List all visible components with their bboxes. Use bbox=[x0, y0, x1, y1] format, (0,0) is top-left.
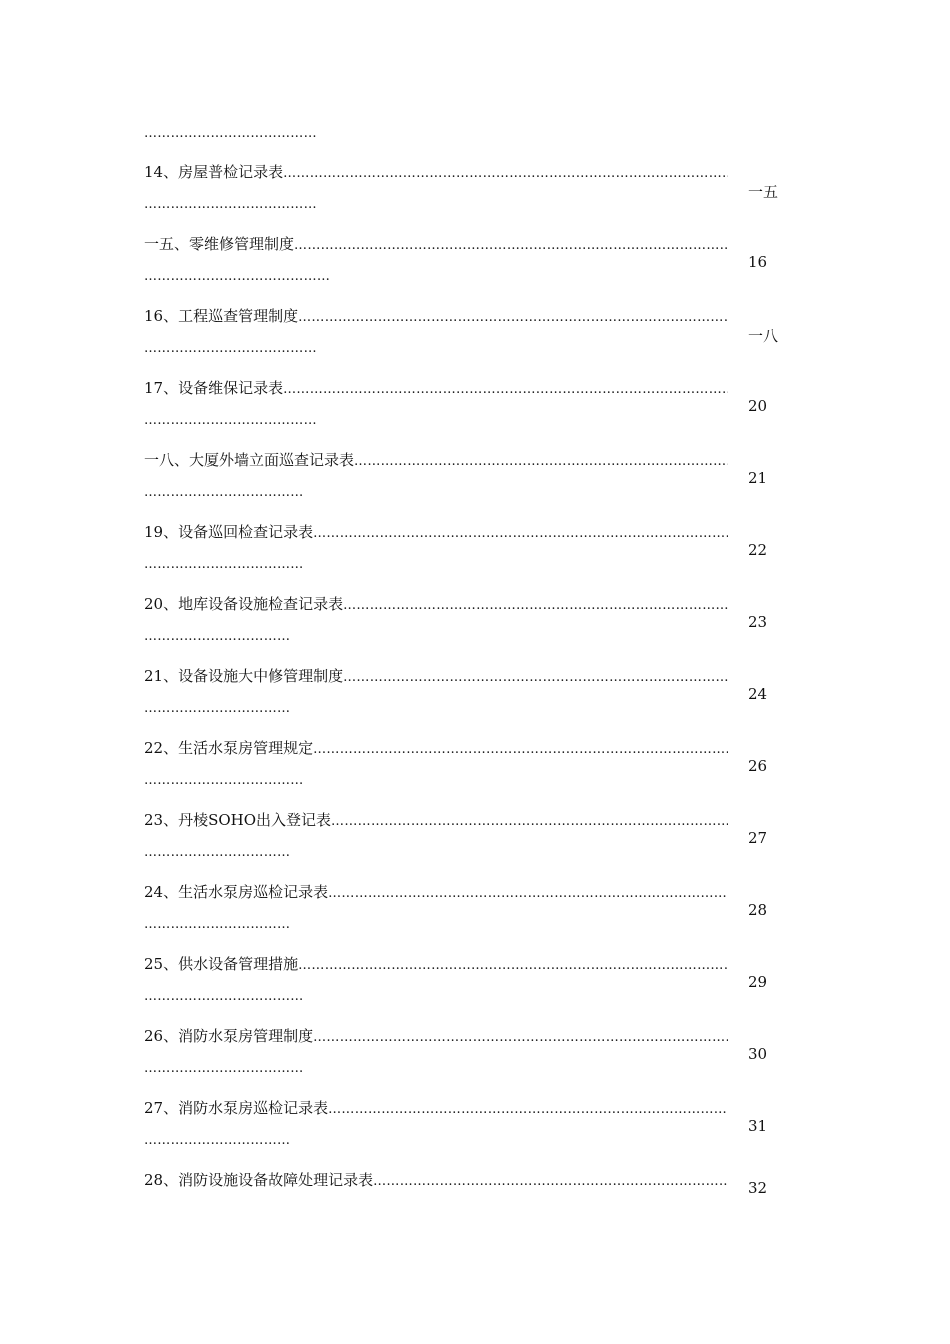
table-of-contents bbox=[144, 157, 804, 1237]
toc-entry bbox=[144, 445, 804, 517]
toc-entry-title: 16、工程巡查管理制度 bbox=[144, 307, 299, 325]
toc-entry-title: 26、消防水泵房管理制度 bbox=[144, 1027, 314, 1045]
toc-dot-leader bbox=[331, 814, 728, 829]
toc-page-number: 21 bbox=[748, 469, 768, 487]
toc-dot-leader bbox=[328, 886, 728, 901]
toc-dot-leader bbox=[373, 1174, 728, 1189]
toc-entry-line bbox=[144, 449, 728, 470]
toc-entry-line bbox=[144, 809, 728, 830]
toc-entry-title: 14、房屋普检记录表 bbox=[144, 163, 284, 181]
toc-page-number: 一五 bbox=[748, 183, 779, 201]
toc-entry-line bbox=[144, 521, 728, 542]
toc-entry bbox=[144, 733, 804, 805]
toc-page-number: 29 bbox=[748, 973, 768, 991]
toc-dot-leader-wrap: ……………………………… bbox=[144, 773, 304, 788]
toc-entry-title: 一五、零维修管理制度 bbox=[144, 235, 295, 253]
toc-page-number: 一八 bbox=[748, 327, 779, 345]
toc-dot-leader-wrap: ……………………………… bbox=[144, 485, 304, 500]
toc-entry bbox=[144, 301, 804, 373]
toc-entry-title: 24、生活水泵房巡检记录表 bbox=[144, 883, 329, 901]
toc-entry-line bbox=[144, 1097, 728, 1118]
toc-dot-leader bbox=[294, 238, 728, 253]
toc-dot-leader bbox=[328, 1102, 728, 1117]
toc-page-number: 27 bbox=[748, 829, 768, 847]
toc-dot-leader bbox=[313, 1030, 728, 1045]
toc-entry bbox=[144, 1093, 804, 1165]
toc-entry bbox=[144, 229, 804, 301]
toc-dot-leader-wrap: ……………………………… bbox=[144, 989, 304, 1004]
toc-entry-title: 19、设备巡回检查记录表 bbox=[144, 523, 314, 541]
toc-page-number: 20 bbox=[748, 397, 768, 415]
toc-entry-line bbox=[144, 1169, 728, 1190]
toc-entry-line bbox=[144, 665, 728, 686]
toc-page-number: 16 bbox=[748, 253, 768, 271]
toc-entry-title: 22、生活水泵房管理规定 bbox=[144, 739, 314, 757]
toc-dot-leader-wrap: …………………………… bbox=[144, 1133, 291, 1148]
toc-dot-leader bbox=[298, 310, 728, 325]
toc-entry bbox=[144, 661, 804, 733]
toc-dot-leader bbox=[298, 958, 728, 973]
toc-entry-line bbox=[144, 377, 728, 398]
toc-page-number: 22 bbox=[748, 541, 768, 559]
toc-dot-leader-wrap: ……………………………… bbox=[144, 1061, 304, 1076]
toc-entry bbox=[144, 517, 804, 589]
toc-dot-leader-wrap: ………………………………… bbox=[144, 197, 317, 212]
toc-dot-leader-wrap: ………………………………… bbox=[144, 413, 317, 428]
toc-dot-leader-wrap: ……………………………… bbox=[144, 557, 304, 572]
toc-leader-continuation: ………………………………… bbox=[144, 126, 317, 141]
toc-entry bbox=[144, 1021, 804, 1093]
toc-entry-title: 27、消防水泵房巡检记录表 bbox=[144, 1099, 329, 1117]
toc-dot-leader bbox=[283, 166, 728, 181]
toc-page-number: 30 bbox=[748, 1045, 768, 1063]
toc-entry-title: 23、丹棱SOHO出入登记表 bbox=[144, 811, 332, 829]
toc-entry-title: 21、设备设施大中修管理制度 bbox=[144, 667, 344, 685]
toc-entry bbox=[144, 805, 804, 877]
toc-dot-leader-wrap: …………………………… bbox=[144, 845, 291, 860]
toc-entry bbox=[144, 589, 804, 661]
toc-entry bbox=[144, 877, 804, 949]
toc-entry-line bbox=[144, 161, 728, 182]
toc-page-number: 23 bbox=[748, 613, 768, 631]
toc-page-number: 32 bbox=[748, 1179, 768, 1197]
toc-dot-leader bbox=[313, 526, 728, 541]
toc-entry-line bbox=[144, 1025, 728, 1046]
toc-entry-line bbox=[144, 233, 728, 254]
toc-dot-leader bbox=[283, 382, 728, 397]
toc-page-number: 24 bbox=[748, 685, 768, 703]
toc-entry-line bbox=[144, 305, 728, 326]
toc-entry-title: 28、消防设施设备故障处理记录表 bbox=[144, 1171, 374, 1189]
toc-dot-leader-wrap: …………………………… bbox=[144, 629, 291, 644]
toc-dot-leader-wrap: …………………………… bbox=[144, 917, 291, 932]
toc-entry-line bbox=[144, 593, 728, 614]
toc-entry-line bbox=[144, 953, 728, 974]
toc-dot-leader bbox=[313, 742, 728, 757]
toc-entry-title: 一八、大厦外墙立面巡查记录表 bbox=[144, 451, 355, 469]
toc-page-number: 28 bbox=[748, 901, 768, 919]
toc-entry-title: 20、地库设备设施检查记录表 bbox=[144, 595, 344, 613]
toc-entry bbox=[144, 1165, 804, 1237]
toc-page-number: 31 bbox=[748, 1117, 768, 1135]
toc-dot-leader bbox=[354, 454, 728, 469]
toc-entry-line bbox=[144, 881, 728, 902]
toc-entry bbox=[144, 157, 804, 229]
toc-dot-leader bbox=[343, 670, 728, 685]
toc-dot-leader bbox=[343, 598, 728, 613]
toc-entry bbox=[144, 949, 804, 1021]
toc-entry bbox=[144, 373, 804, 445]
toc-dot-leader-wrap: …………………………………… bbox=[144, 269, 331, 284]
toc-entry-title: 25、供水设备管理措施 bbox=[144, 955, 299, 973]
toc-dot-leader-wrap: …………………………… bbox=[144, 701, 291, 716]
toc-entry-line bbox=[144, 737, 728, 758]
toc-entry-title: 17、设备维保记录表 bbox=[144, 379, 284, 397]
toc-dot-leader-wrap: ………………………………… bbox=[144, 341, 317, 356]
toc-page-number: 26 bbox=[748, 757, 768, 775]
